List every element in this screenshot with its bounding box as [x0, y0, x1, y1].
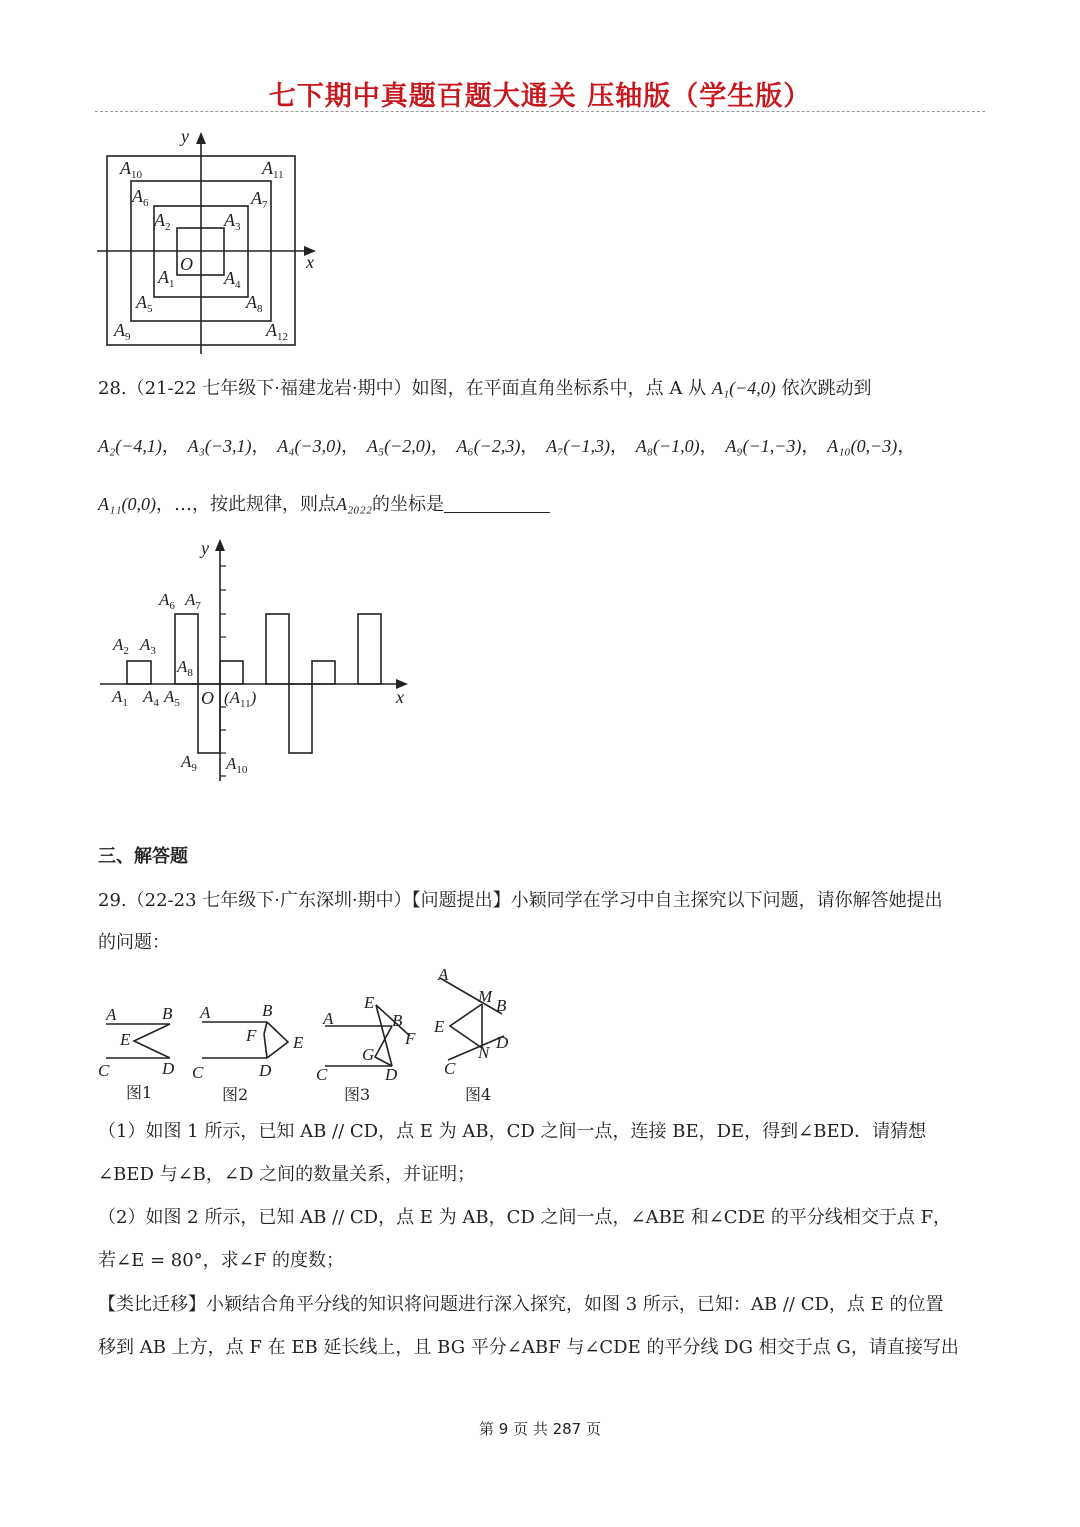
jump-rect-5 [266, 614, 289, 684]
svg-text:D: D [162, 1059, 175, 1078]
svg-text:E: E [364, 993, 375, 1012]
y-axis-label: y [201, 538, 209, 558]
point-label: $A_3$ [224, 210, 241, 233]
jump-rect-8 [358, 614, 381, 684]
y-axis-label: y [181, 126, 189, 146]
jump-rect-4 [220, 661, 243, 684]
q29-part1-line1: （1）如图 1 所示，已知 AB // CD，点 E 为 AB，CD 之间一点，连接 BE，DE，得到∠BED．请猜想 [98, 1121, 927, 1142]
svg-text:D: D [259, 1061, 272, 1080]
svg-text:B: B [162, 1004, 173, 1023]
point-label: $A_{12}$ [266, 320, 288, 343]
fig-caption-4: 图4 [465, 1085, 492, 1104]
jump-rect-1 [127, 661, 151, 684]
x-axis-label: x [396, 687, 404, 707]
point-label: $A_7$ [185, 590, 201, 612]
q29-part2-line1: （2）如图 2 所示，已知 AB // CD，点 E 为 AB，CD 之间一点，∠ABE 和∠CDE 的平分线相交于点 F， [98, 1207, 952, 1228]
point-label: $A_4$ [224, 268, 241, 291]
point-label: $A_7$ [251, 188, 268, 211]
svg-text:E: E [293, 1033, 304, 1052]
svg-text:A: A [106, 1005, 117, 1024]
nested-squares-figure [92, 126, 332, 361]
point-label: $A_5$ [136, 292, 153, 315]
svg-text:E: E [434, 1017, 445, 1036]
page-footer: 第 9 页 共 287 页 [478, 1420, 601, 1438]
point-label: $A_5$ [164, 687, 180, 709]
svg-text:D: D [496, 1033, 509, 1052]
q28-target-point: A₂₀₂₂ [336, 494, 373, 514]
q28-intro-tail: 依次跳动到 [781, 378, 872, 399]
svg-text:C: C [192, 1063, 204, 1082]
q28-point: A₂(−4,1) [98, 436, 162, 456]
point-label: $A_1$ [158, 267, 175, 290]
point-label: $A_2$ [113, 635, 129, 657]
point-label: $A_8$ [246, 292, 263, 315]
q29-analogy-line1: 【类比迁移】小颖结合角平分线的知识将问题进行深入探究，如图 3 所示，已知：AB // CD，点 E 的位置 [98, 1294, 944, 1315]
point-label: $A_6$ [159, 590, 175, 612]
q29-line-2: 的问题： [98, 932, 170, 953]
q28-point: A₄(−3,0) [277, 436, 342, 456]
svg-text:G: G [362, 1045, 375, 1064]
x-axis-label: x [306, 252, 314, 272]
q29-line-1: 29.（22-23 七年级下·广东深圳·期中）【问题提出】小颖同学在学习中自主探究以下问题，请你解答她提出 [98, 890, 943, 911]
svg-text:A: A [438, 965, 449, 984]
jump-path-figure [98, 535, 418, 790]
svg-text:M: M [478, 987, 493, 1006]
q28-intro: 28.（21-22 七年级下·福建龙岩·期中）如图，在平面直角坐标系中，点 A 从 [98, 378, 707, 399]
header-divider [95, 111, 985, 112]
svg-text:C: C [444, 1059, 456, 1078]
svg-text:A: A [200, 1003, 211, 1022]
svg-text:A: A [323, 1009, 334, 1028]
q28-rule-text: ，…，按此规律，则点 [156, 494, 336, 515]
point-label: $A_9$ [114, 320, 131, 343]
q28-point: A₇(−1,3) [546, 436, 611, 456]
fig-caption-2: 图2 [222, 1085, 249, 1104]
jump-rect-7 [312, 661, 335, 684]
q28-line-3 [98, 492, 550, 517]
svg-text:F: F [246, 1026, 257, 1045]
point-label: $A_8$ [177, 657, 193, 679]
svg-text:B: B [392, 1011, 403, 1030]
page-header-title: 七下期中真题百题大通关 压轴版（学生版） [268, 81, 812, 112]
q28-point: A₅(−2,0) [366, 436, 431, 456]
q28-point: A₈(−1,0) [635, 436, 700, 456]
jump-rect-6 [289, 684, 312, 753]
point-label: $(A_{11})$ [224, 688, 257, 710]
point-label: $A_{10}$ [120, 158, 142, 181]
q28-ask: 的坐标是 [372, 494, 445, 515]
point-label: $A_{11}$ [262, 158, 284, 181]
y-axis-arrow [196, 132, 206, 144]
q28-line-1 [98, 376, 871, 401]
point-label: $A_2$ [154, 210, 171, 233]
fig-caption-1: 图1 [126, 1083, 153, 1102]
section-heading: 三、解答题 [98, 846, 188, 867]
point-label: $A_6$ [132, 186, 149, 209]
point-label: $A_9$ [181, 752, 197, 774]
svg-text:C: C [316, 1065, 328, 1084]
q28-point-a11: A₁₁(0,0) [98, 494, 156, 514]
q29-analogy-line2: 移到 AB 上方，点 F 在 EB 延长线上，且 BG 平分∠ABF 与∠CDE 的平分线 DG 相交于点 G，请直接写出 [98, 1337, 959, 1358]
q28-answer-blank[interactable] [444, 494, 550, 513]
svg-text:D: D [385, 1065, 398, 1084]
svg-text:E: E [120, 1030, 131, 1049]
svg-text:C: C [98, 1061, 110, 1080]
q28-point-a1: A₁(−4,0) [711, 378, 776, 398]
svg-text:B: B [262, 1001, 273, 1020]
svg-text:F: F [405, 1029, 416, 1048]
svg-text:B: B [496, 996, 507, 1015]
geometry-figures [92, 962, 532, 1110]
q28-point: A₁₀(0,−3) [827, 436, 898, 456]
point-label: $A_{10}$ [226, 754, 248, 776]
svg-text:N: N [478, 1043, 490, 1062]
q29-part2-line2: 若∠E = 80°，求∠F 的度数； [98, 1250, 344, 1271]
q28-point: A₉(−1,−3) [725, 436, 802, 456]
y-axis-arrow [215, 539, 225, 551]
q28-line-2: A₂(−4,1)， A₃(−3,1)， A₄(−3,0)， A₅(−2,0)， A₆(−2,3)， A₇(−1,3)， A₈(−1,0)， A₉(−1,−3)， A₁₀(0,−3)， [98, 436, 916, 457]
origin-label: O [180, 254, 193, 274]
fig-caption-3: 图3 [344, 1085, 371, 1104]
point-label: $A_4$ [143, 687, 159, 709]
point-label: $A_3$ [140, 635, 156, 657]
q29-part1-line2: ∠BED 与∠B，∠D 之间的数量关系，并证明； [98, 1164, 476, 1185]
q28-point: A₆(−2,3) [456, 436, 521, 456]
point-label: $A_1$ [112, 687, 128, 709]
q28-point: A₃(−3,1) [187, 436, 252, 456]
origin-label: O [201, 688, 214, 708]
